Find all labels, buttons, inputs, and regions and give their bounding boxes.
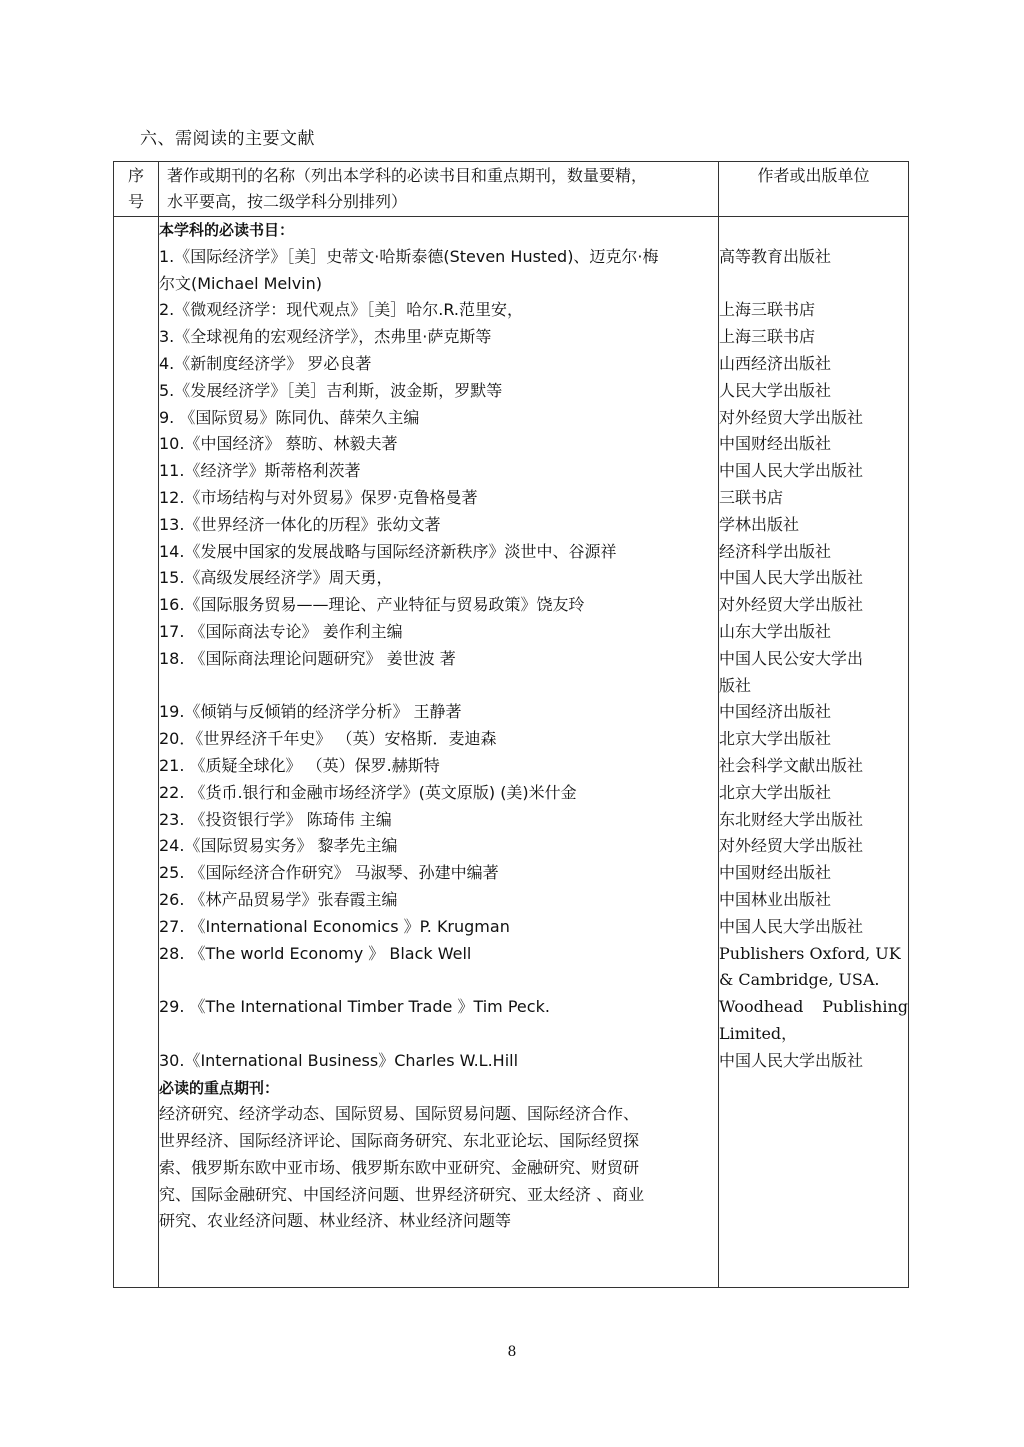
book-title-line: 12.《市场结构与对外贸易》保罗·克鲁格曼著 [159,487,478,507]
book-title-line: 15.《高级发展经济学》周天勇， [159,568,393,588]
book-publisher-line: 山西经济出版社 [719,353,832,373]
book-publisher-line: 上海三联书店 [719,327,816,347]
book-publisher-line: & Cambridge, USA. [719,970,880,990]
journal-line: 索、俄罗斯东欧中亚市场、俄罗斯东欧中亚研究、金融研究、财贸研 [159,1157,640,1177]
book-title-line: 尔文(Michael Melvin) [159,273,323,293]
journal-list [159,1101,718,1235]
book-publisher-line: 东北财经大学出版社 [719,809,864,829]
books-heading: 本学科的必读书目： [159,221,295,239]
book-title-line: 16.《国际服务贸易——理论、产业特征与贸易政策》饶友玲 [159,595,585,615]
book-title-line [159,673,718,700]
book-publisher-line: 北京大学出版社 [719,782,832,802]
book-title-line: 21. 《质疑全球化》 （英）保罗.赫斯特 [159,755,440,775]
book-publisher-line: 对外经贸大学出版社 [719,407,864,427]
book-publisher-line: Woodhead Publishing [719,997,908,1017]
book-title-line: 3.《全球视角的宏观经济学》，杰弗里·萨克斯等 [159,327,492,347]
book-title-line: 10.《中国经济》 蔡昉、林毅夫著 [159,434,398,454]
book-title-line: 1.《国际经济学》［美］史蒂文·哈斯泰德(Steven Husted)、迈克尔·梅 [159,246,659,266]
header-title-line2: 水平要高，按二级学科分别排列） [167,192,408,211]
header-publisher: 作者或出版单位 [719,162,909,217]
book-publisher-line: 中国人民大学出版社 [719,916,864,936]
book-title-line: 22. 《货币.银行和金融市场经济学》(英文原版) (美)米什金 [159,782,577,802]
book-publisher-line: 人民大学出版社 [719,380,832,400]
book-publisher-line: 山东大学出版社 [719,621,832,641]
book-title-line: 25. 《国际经济合作研究》 马淑琴、孙建中编著 [159,863,499,883]
book-title-line: 11.《经济学》斯蒂格利茨著 [159,461,361,481]
book-title-line: 29. 《The International Timber Trade 》Tim Peck. [159,997,550,1017]
book-title-line: 2.《微观经济学：现代观点》［美］哈尔.R.范里安， [159,300,523,320]
book-title-line: 20．《世界经济千年史》 （英）安格斯．麦迪森 [159,729,497,749]
book-title-list [159,244,718,1075]
book-title-line: 30.《International Business》Charles W.L.Hill [159,1050,519,1070]
journals-heading: 必读的重点期刊： [159,1078,280,1097]
book-title-line [159,1021,718,1048]
section-title: 六、需阅读的主要文献 [140,129,315,149]
literature-table [113,161,909,1288]
book-title-line: 4.《新制度经济学》 罗必良著 [159,353,372,373]
book-publisher-line: 学林出版社 [719,514,800,534]
header-number [114,162,159,217]
book-publisher-line: 中国人民大学出版社 [719,568,864,588]
book-publisher-line: 中国林业出版社 [719,889,832,909]
book-title-line: 5.《发展经济学》［美］吉利斯，波金斯，罗默等 [159,380,503,400]
table-body-row [114,217,909,1288]
book-publisher-line: 中国财经出版社 [719,863,832,883]
book-title-line: 18. 《国际商法理论问题研究》 姜世波 著 [159,648,456,668]
header-title-line1: 著作或期刊的名称（列出本学科的必读书目和重点期刊，数量要精， [167,166,648,185]
book-publisher-line: 经济科学出版社 [719,541,832,561]
header-number-line2: 号 [127,192,144,211]
journal-line: 经济研究、经济学动态、国际贸易、国际贸易问题、国际经济合作、 [159,1104,640,1124]
book-title-line: 13.《世界经济一体化的历程》张幼文著 [159,514,441,534]
book-publisher-line: 对外经贸大学出版社 [719,836,864,856]
publisher-list [719,244,908,1075]
book-publisher-line: 对外经贸大学出版社 [719,595,864,615]
page-number: 8 [507,1344,517,1360]
book-title-line: 19.《倾销与反倾销的经济学分析》 王静著 [159,702,462,722]
book-publisher-line: 中国人民大学出版社 [719,1050,864,1070]
number-cell [114,217,159,1288]
book-publisher-line [719,271,908,298]
book-publisher-line: 三联书店 [719,487,784,507]
table-header-row [114,162,909,217]
book-title-line: 24.《国际贸易实务》 黎孝先主编 [159,836,398,856]
book-publisher-line: 中国财经出版社 [719,434,832,454]
book-publisher-line: 中国人民大学出版社 [719,461,864,481]
journal-line: 研究、农业经济问题、林业经济、林业经济问题等 [159,1211,512,1231]
book-publisher-line: 社会科学文献出版社 [719,755,864,775]
book-publisher-line: 中国人民公安大学出 [719,648,864,668]
book-title-line: 27. 《International Economics 》P. Krugman [159,916,510,936]
header-number-line1: 序 [127,166,144,185]
publisher-cell [719,217,909,1288]
journal-line: 世界经济、国际经济评论、国际商务研究、东北亚论坛、国际经贸探 [159,1131,640,1151]
book-title-line: 14.《发展中国家的发展战略与国际经济新秩序》淡世中、谷源祥 [159,541,617,561]
book-title-line: 28. 《The world Economy 》 Black Well [159,943,472,963]
book-title-line: 26. 《林产品贸易学》张春霞主编 [159,889,398,909]
book-publisher-line: 版社 [719,675,752,695]
book-publisher-line: Limited， [719,1023,798,1043]
title-cell [159,217,719,1288]
book-publisher-line: 上海三联书店 [719,300,816,320]
journal-line: 究、国际金融研究、中国经济问题、世界经济研究、亚太经济 、商业 [159,1184,645,1204]
header-title [159,162,719,217]
book-title-line: 23. 《投资银行学》 陈琦伟 主编 [159,809,392,829]
book-publisher-line: 北京大学出版社 [719,729,832,749]
book-publisher-line: Publishers Oxford, UK [719,943,901,963]
book-title-line [159,967,718,994]
book-publisher-line: 中国经济出版社 [719,702,832,722]
book-title-line: 9. 《国际贸易》陈同仇、薛荣久主编 [159,407,420,427]
book-publisher-line: 高等教育出版社 [719,246,832,266]
publisher-spacer [719,217,908,244]
book-title-line: 17. 《国际商法专论》 姜作利主编 [159,621,403,641]
